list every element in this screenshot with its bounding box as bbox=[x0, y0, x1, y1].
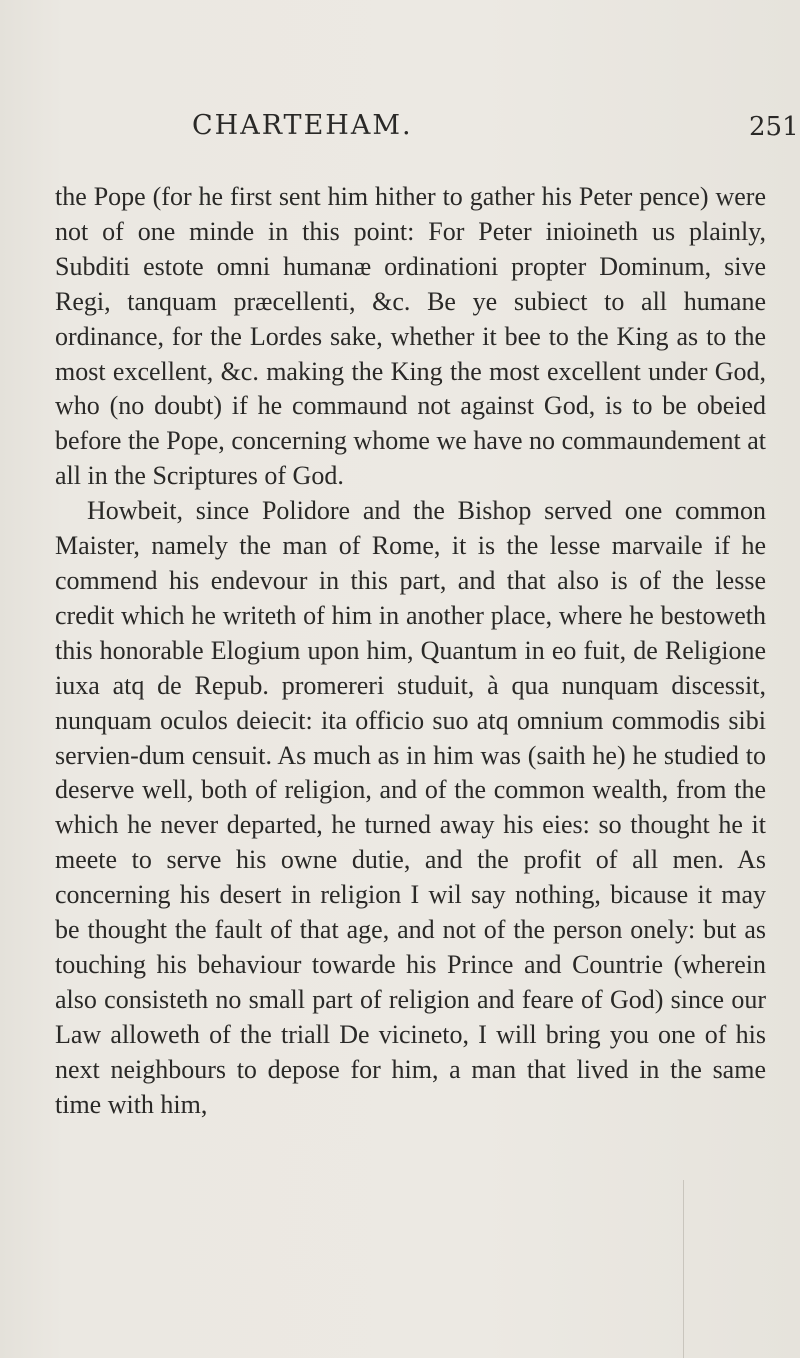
page-crease-line bbox=[683, 1180, 684, 1358]
paragraph-howbeit: Howbeit, since Polidore and the Bishop served one common Maister, namely the man of Rome, it is the lesse marvaile if he commend his endevour in this part, and that also is of the lesse credit which he writeth of him in another place, where he bestoweth this honorable Elogium upon him, Quantum in eo fuit, de Religione iuxa atq de Repub. promereri studuit, à qua nunquam discessit, nunquam oculos deiecit: ita officio suo atq omnium commodis sibi servien-dum censuit. As much as in him was (saith he) he studied to deserve well, both of religion, and of the common wealth, from the which he never departed, he turned away his eies: so thought he it meete to serve his owne dutie, and the profit of all men. As concerning his desert in religion I wil say nothing, bicause it may be thought the fault of that age, and not of the person onely: but as touching his behaviour towarde his Prince and Countrie (wherein also consisteth no small part of religion and feare of God) since our Law alloweth of the triall De vicineto, I will bring you one of his next neighbours to depose for him, a man that lived in the same time with him, bbox=[55, 496, 766, 1119]
running-head bbox=[0, 110, 800, 150]
running-title: CHARTEHAM. bbox=[192, 110, 413, 141]
paragraph-continued: the Pope (for he first sent him hither to gather his Peter pence) were not of one minde in this point: For Peter inioineth us plainly, Subditi estote omni humanæ ordinationi propter Dominum, sive Regi, tanquam præcellenti, &c. Be ye subiect to all humane ordinance, for the Lordes sake, whether it bee to the King as to the most excellent, &c. making the King the most excellent under God, who (no doubt) if he commaund not against God, is to be obeied before the Pope, concerning whome we have no commaundement at all in the Scriptures of God. bbox=[55, 182, 766, 491]
body-text bbox=[55, 180, 766, 1122]
page-number: 251 bbox=[749, 112, 799, 142]
